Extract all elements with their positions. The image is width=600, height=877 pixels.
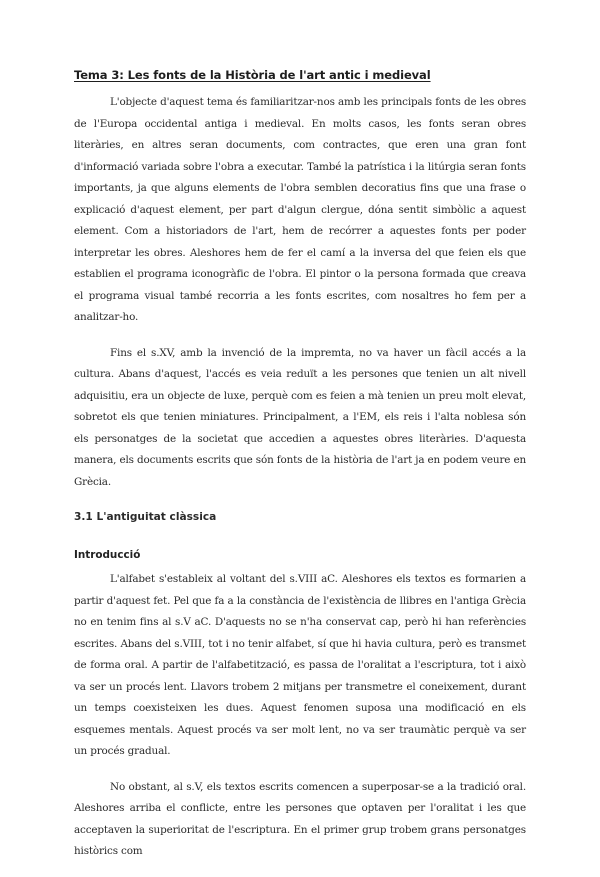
intro-paragraph-1: L'objecte d'aquest tema és familiaritzar-nos amb les principals fonts de les obres de l'Europa occidental antiga i medieval. En molts casos, les fonts seran obres literàries, en altres seran documents, com contractes, que eren una gran font d'informació variada sobre l'obra a executar. També la patrística i la litúrgia seran fonts importants, ja que alguns elements de l'obra semblen decoratius fins que una frase o explicació d'aquest element, per part d'algun clergue, dóna sentit simbòlic a aquest element. Com a historiadors de l'art, hem de recórrer a aquestes fonts per poder interpretar les obres. Aleshores hem de fer el camí a la inversa del que feien els que establien el programa iconogràfic de l'obra. El pintor o la persona formada que creava el programa visual també recorria a les fonts escrites, com nosaltres ho fem per a analitzar-ho. xyxy=(74,96,526,323)
document-content xyxy=(74,68,526,877)
section-paragraph-1: L'alfabet s'estableix al voltant del s.VIII aC. Aleshores els textos es formarien a partir d'aquest fet. Pel que fa a la constància de l'existència de llibres en l'antiga Grècia no en tenim fins al s.V aC. D'aquests no se n'ha conservat cap, però hi han referències escrites. Abans del s.VIII, tot i no tenir alfabet, sí que hi havia cultura, però es transmet de forma oral. A partir de l'alfabetització, es passa de l'oralitat a l'escriptura, tot i això va ser un procés lent. Llavors trobem 2 mitjans per transmetre el coneixement, durant un temps coexisteixen les dues. Aquest fenomen suposa una modificació en els esquemes mentals. Aquest procés va ser molt lent, no va ser traumàtic perquè va ser un procés gradual. xyxy=(74,573,526,757)
subsection-heading: Introducció xyxy=(74,549,141,561)
intro-paragraph-2: Fins el s.XV, amb la invenció de la impremta, no va haver un fàcil accés a la cultura. Abans d'aquest, l'accés es veia reduït a les persones que tenien un alt nivell adquisitiu, era un objecte de luxe, perquè com es feien a mà tenien un preu molt elevat, sobretot els que tenien miniatures. Principalment, a l'EM, els reis i l'alta noblesa són els personatges de la societat que accedien a aquestes obres literàries. D'aquesta manera, els documents escrits que són fonts de la història de l'art ja en podem veure en Grècia. xyxy=(74,346,526,488)
page-title: Tema 3: Les fonts de la Història de l'art antic i medieval xyxy=(74,68,431,82)
section-paragraph-2: No obstant, al s.V, els textos escrits comencen a superposar-se a la tradició oral. Aleshores arriba el conflicte, entre les persones que optaven per l'oralitat i les que acceptaven la superioritat de l'escriptura. En el primer grup trobem grans personatges històrics com xyxy=(74,780,526,857)
section-heading: 3.1 L'antiguitat clàssica xyxy=(74,511,217,523)
